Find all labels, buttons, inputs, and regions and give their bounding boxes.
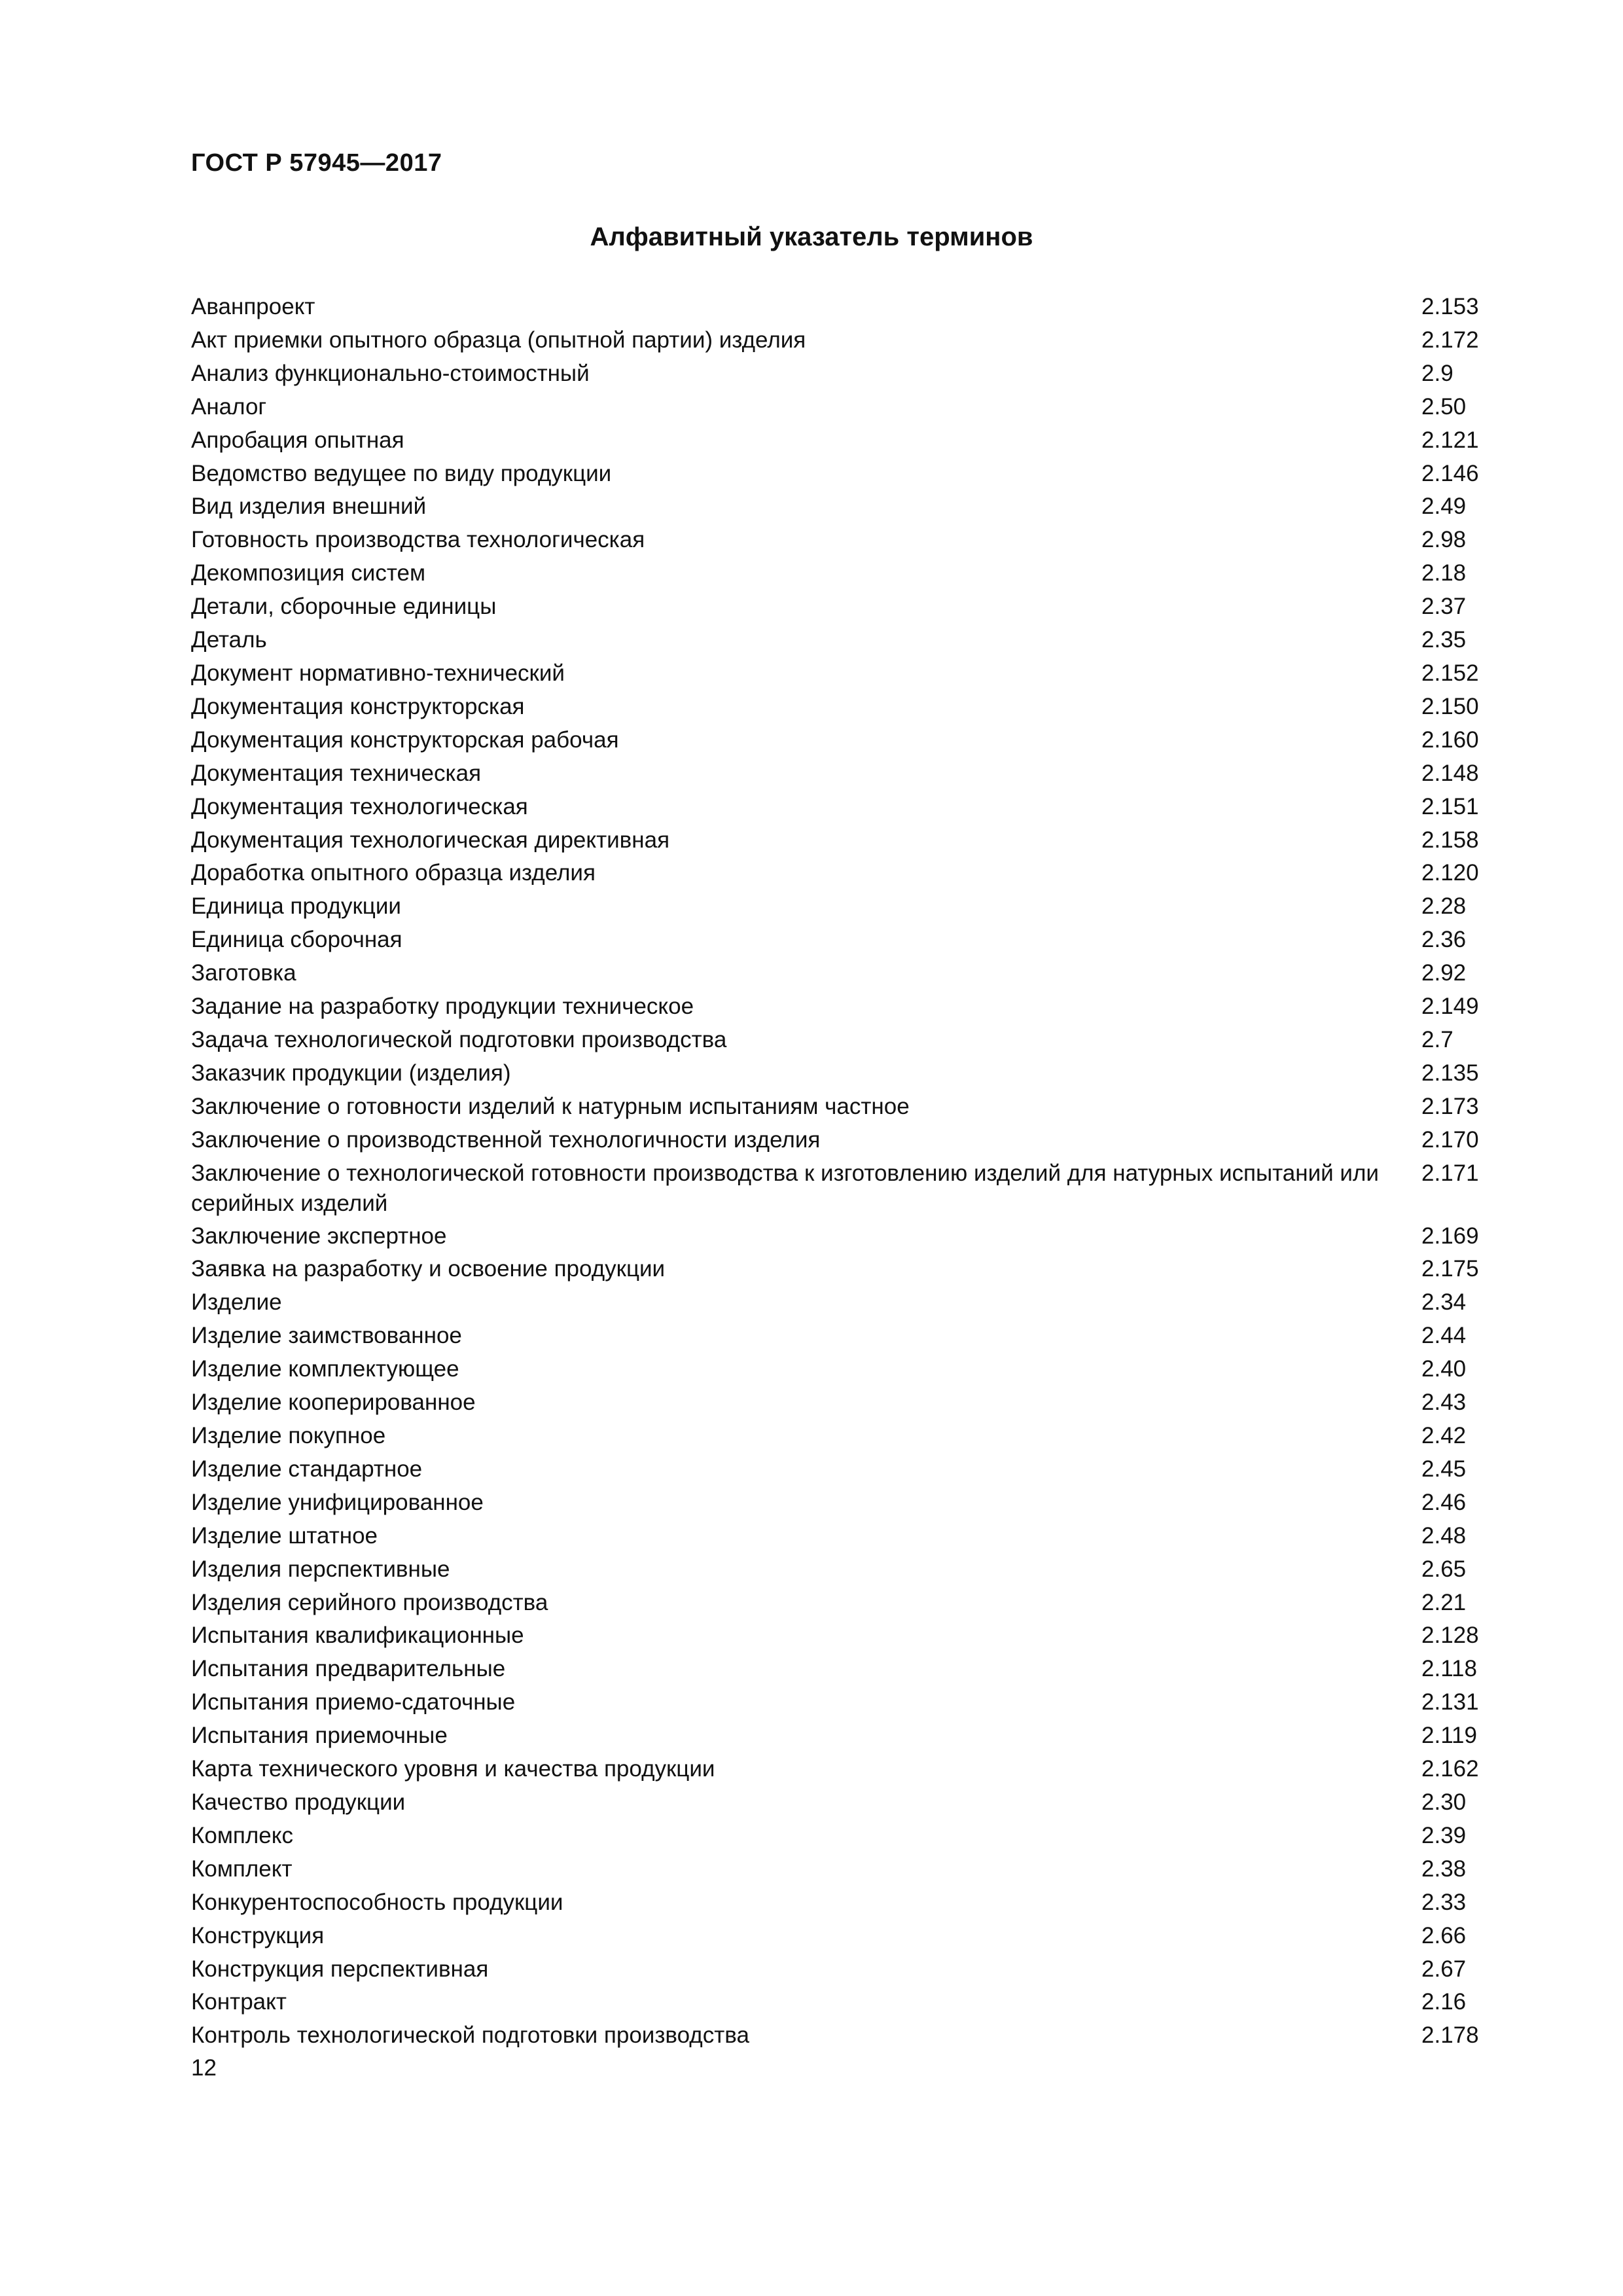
index-entry-term: Вид изделия внешний: [191, 493, 427, 520]
index-entry-term: Заключение о производственной технологичности изделия: [191, 1126, 821, 1153]
index-entry-term: Доработка опытного образца изделия: [191, 860, 596, 886]
index-entry: [191, 324, 1500, 357]
index-entry-ref: 2.148: [1421, 760, 1479, 786]
index-entry: [191, 1220, 1500, 1253]
index-entry-ref: 2.160: [1421, 726, 1479, 753]
index-entry-term: Анализ функционально-стоимостный: [191, 360, 590, 386]
index-entry-term: Конкурентоспособность продукции: [191, 1889, 563, 1915]
index-entry: [191, 1124, 1500, 1157]
index-entry-ref: 2.40: [1421, 1356, 1467, 1382]
index-entry-ref: 2.44: [1421, 1323, 1467, 1349]
index-entry-term: Контроль технологической подготовки производства: [191, 2022, 749, 2049]
index-entry: [191, 924, 1500, 957]
index-entry-ref: 2.158: [1421, 827, 1479, 853]
index-entry: [191, 1057, 1500, 1090]
index-entry-ref: 2.38: [1421, 1856, 1467, 1882]
index-entry: [191, 1520, 1500, 1553]
index-entry: [191, 624, 1500, 657]
index-entry-term: Декомпозиция систем: [191, 560, 426, 586]
index-entry-ref: 2.33: [1421, 1889, 1467, 1915]
index-entry-term: Аванпроект: [191, 294, 315, 319]
index-entry: [191, 791, 1500, 824]
index-entry-ref: 2.119: [1421, 1723, 1477, 1749]
index-entry-term: Изделие: [191, 1289, 282, 1316]
index-entry-term: Документация технологическая директивная: [191, 827, 670, 853]
index-entry-term: Испытания квалификационные: [191, 1623, 524, 1649]
index-entry-term: Заготовка: [191, 960, 296, 986]
index-entry-term: Контракт: [191, 1989, 287, 2015]
index-entry-ref: 2.131: [1421, 1689, 1479, 1715]
index-entry: [191, 1157, 1500, 1220]
index-entry: [191, 757, 1500, 791]
index-entry-ref: 2.35: [1421, 627, 1467, 653]
index-entry-ref: 2.120: [1421, 860, 1479, 886]
index-entry-term: Изделие унифицированное: [191, 1489, 484, 1515]
index-entry: [191, 857, 1500, 890]
index-entry: [191, 1587, 1500, 1620]
index-entry: [191, 490, 1500, 524]
index-entry-term: Заказчик продукции (изделия): [191, 1060, 511, 1086]
index-entry-term: Единица сборочная: [191, 927, 402, 953]
index-entry: [191, 1753, 1500, 1786]
index-entry: [191, 590, 1500, 624]
index-entry-ref: 2.92: [1421, 960, 1467, 986]
index-entry-term: Изделия серийного производства: [191, 1589, 548, 1615]
index-entry-ref: 2.98: [1421, 527, 1467, 553]
index-entry-term: Изделие стандартное: [191, 1456, 423, 1482]
index-entry-ref: 2.118: [1421, 1656, 1477, 1682]
index-entry-ref: 2.45: [1421, 1456, 1467, 1482]
index-entry: [191, 890, 1500, 924]
index-entry: [191, 1024, 1500, 1057]
index-entry-ref: 2.149: [1421, 994, 1479, 1020]
index-entry-ref: 2.172: [1421, 327, 1479, 353]
index-entry-ref: 2.39: [1421, 1822, 1467, 1848]
index-entry: [191, 1886, 1500, 1920]
index-entry-term: Заключение о технологической готовности производства к изготовлению изделий для натурных испытаний или серийных изделий: [191, 1160, 1379, 1216]
index-entry: [191, 724, 1500, 757]
index-entry: [191, 1986, 1500, 2019]
index-entry: [191, 1820, 1500, 1853]
index-entry-term: Ведомство ведущее по виду продукции: [191, 460, 612, 486]
index-entry-term: Апробация опытная: [191, 427, 404, 453]
index-entry-ref: 2.171: [1421, 1160, 1479, 1186]
index-entry: [191, 691, 1500, 724]
index-entry-term: Документ нормативно-технический: [191, 660, 565, 686]
index-entry-term: Аналог: [191, 393, 267, 420]
index-entry-term: Заключение о готовности изделий к натурным испытаниям частное: [191, 1093, 910, 1119]
index-entry-ref: 2.66: [1421, 1922, 1467, 1948]
index-entry-ref: 2.67: [1421, 1956, 1467, 1982]
index-entry-ref: 2.65: [1421, 1556, 1467, 1582]
index-entry-term: Документация конструкторская рабочая: [191, 726, 619, 753]
term-index-list: [191, 291, 1500, 2053]
index-entry: [191, 1090, 1500, 1124]
index-entry-ref: 2.21: [1421, 1589, 1467, 1615]
index-entry-term: Конструкция: [191, 1922, 325, 1948]
index-entry: [191, 1553, 1500, 1587]
index-entry-term: Задание на разработку продукции техническое: [191, 994, 694, 1020]
index-entry-term: Изделие штатное: [191, 1522, 378, 1549]
index-entry-term: Конструкция перспективная: [191, 1956, 489, 1982]
index-entry: [191, 1853, 1500, 1886]
index-entry: [191, 1319, 1500, 1353]
index-entry-term: Изделие покупное: [191, 1423, 386, 1448]
index-entry-ref: 2.162: [1421, 1756, 1479, 1782]
index-entry-ref: 2.18: [1421, 560, 1467, 586]
index-entry: [191, 457, 1500, 491]
index-entry: [191, 990, 1500, 1024]
index-entry-term: Задача технологической подготовки производства: [191, 1026, 727, 1052]
index-entry: [191, 1253, 1500, 1286]
index-entry-term: Единица продукции: [191, 893, 401, 920]
index-entry-ref: 2.48: [1421, 1522, 1467, 1549]
index-entry-term: Комплекс: [191, 1822, 293, 1848]
index-entry: [191, 524, 1500, 557]
index-entry-ref: 2.42: [1421, 1423, 1467, 1448]
index-entry-ref: 2.135: [1421, 1060, 1479, 1086]
index-entry: [191, 824, 1500, 857]
document-code-header: ГОСТ Р 57945—2017: [191, 149, 442, 177]
index-entry-ref: 2.152: [1421, 660, 1479, 686]
index-entry: [191, 1619, 1500, 1653]
index-entry: [191, 1786, 1500, 1820]
index-entry-ref: 2.49: [1421, 493, 1467, 520]
index-entry: [191, 291, 1500, 324]
index-entry-ref: 2.151: [1421, 793, 1479, 819]
index-entry: [191, 1486, 1500, 1520]
index-entry-ref: 2.169: [1421, 1223, 1479, 1249]
index-entry-ref: 2.7: [1421, 1026, 1454, 1052]
index-entry-term: Испытания приемо-сдаточные: [191, 1689, 516, 1715]
index-entry-term: Готовность производства технологическая: [191, 527, 645, 553]
index-entry: [191, 1686, 1500, 1719]
index-entry: [191, 357, 1500, 391]
index-entry-ref: 2.9: [1421, 360, 1454, 386]
index-entry-ref: 2.30: [1421, 1789, 1467, 1815]
index-entry-term: Документация технологическая: [191, 793, 528, 819]
index-entry-ref: 2.16: [1421, 1989, 1467, 2015]
index-entry-ref: 2.175: [1421, 1256, 1479, 1282]
index-entry-ref: 2.28: [1421, 893, 1467, 920]
index-entry-term: Изделие комплектующее: [191, 1356, 459, 1382]
index-entry-term: Заявка на разработку и освоение продукции: [191, 1256, 666, 1282]
index-entry-ref: 2.37: [1421, 594, 1467, 620]
index-entry-ref: 2.50: [1421, 393, 1467, 420]
index-entry-ref: 2.43: [1421, 1390, 1467, 1416]
index-entry: [191, 557, 1500, 590]
index-entry-ref: 2.150: [1421, 693, 1479, 719]
index-entry-ref: 2.178: [1421, 2022, 1479, 2049]
page-number: 12: [191, 2055, 217, 2081]
index-entry-ref: 2.36: [1421, 927, 1467, 953]
index-entry-ref: 2.121: [1421, 427, 1479, 453]
index-entry: [191, 1286, 1500, 1319]
index-entry-term: Заключение экспертное: [191, 1223, 447, 1249]
index-entry-term: Акт приемки опытного образца (опытной партии) изделия: [191, 327, 806, 353]
index-entry-term: Документация техническая: [191, 760, 482, 786]
index-entry: [191, 391, 1500, 424]
index-entry-ref: 2.46: [1421, 1489, 1467, 1515]
index-entry: [191, 1920, 1500, 1953]
index-entry: [191, 1653, 1500, 1686]
index-entry-term: Деталь: [191, 627, 267, 653]
index-entry: [191, 2019, 1500, 2053]
index-entry: [191, 1453, 1500, 1486]
index-entry-term: Испытания приемочные: [191, 1723, 448, 1749]
index-title: Алфавитный указатель терминов: [590, 223, 1033, 251]
index-entry-ref: 2.153: [1421, 294, 1479, 319]
index-entry-ref: 2.128: [1421, 1623, 1479, 1649]
index-entry: [191, 957, 1500, 990]
index-entry: [191, 1953, 1500, 1986]
index-entry-term: Изделие заимствованное: [191, 1323, 462, 1349]
index-entry: [191, 1719, 1500, 1753]
index-entry: [191, 1386, 1500, 1420]
index-entry-ref: 2.34: [1421, 1289, 1467, 1316]
index-entry-term: Качество продукции: [191, 1789, 406, 1815]
index-entry-term: Комплект: [191, 1856, 293, 1882]
index-entry: [191, 657, 1500, 691]
index-entry-term: Испытания предварительные: [191, 1656, 506, 1682]
index-entry: [191, 424, 1500, 457]
index-entry-ref: 2.146: [1421, 460, 1479, 486]
index-entry: [191, 1420, 1500, 1453]
index-entry-term: Изделие кооперированное: [191, 1390, 476, 1416]
index-entry-ref: 2.170: [1421, 1126, 1479, 1153]
index-entry-ref: 2.173: [1421, 1093, 1479, 1119]
index-entry: [191, 1353, 1500, 1386]
index-entry-term: Изделия перспективные: [191, 1556, 450, 1582]
index-entry-term: Детали, сборочные единицы: [191, 594, 497, 620]
index-entry-term: Карта технического уровня и качества продукции: [191, 1756, 715, 1782]
index-entry-term: Документация конструкторская: [191, 693, 525, 719]
